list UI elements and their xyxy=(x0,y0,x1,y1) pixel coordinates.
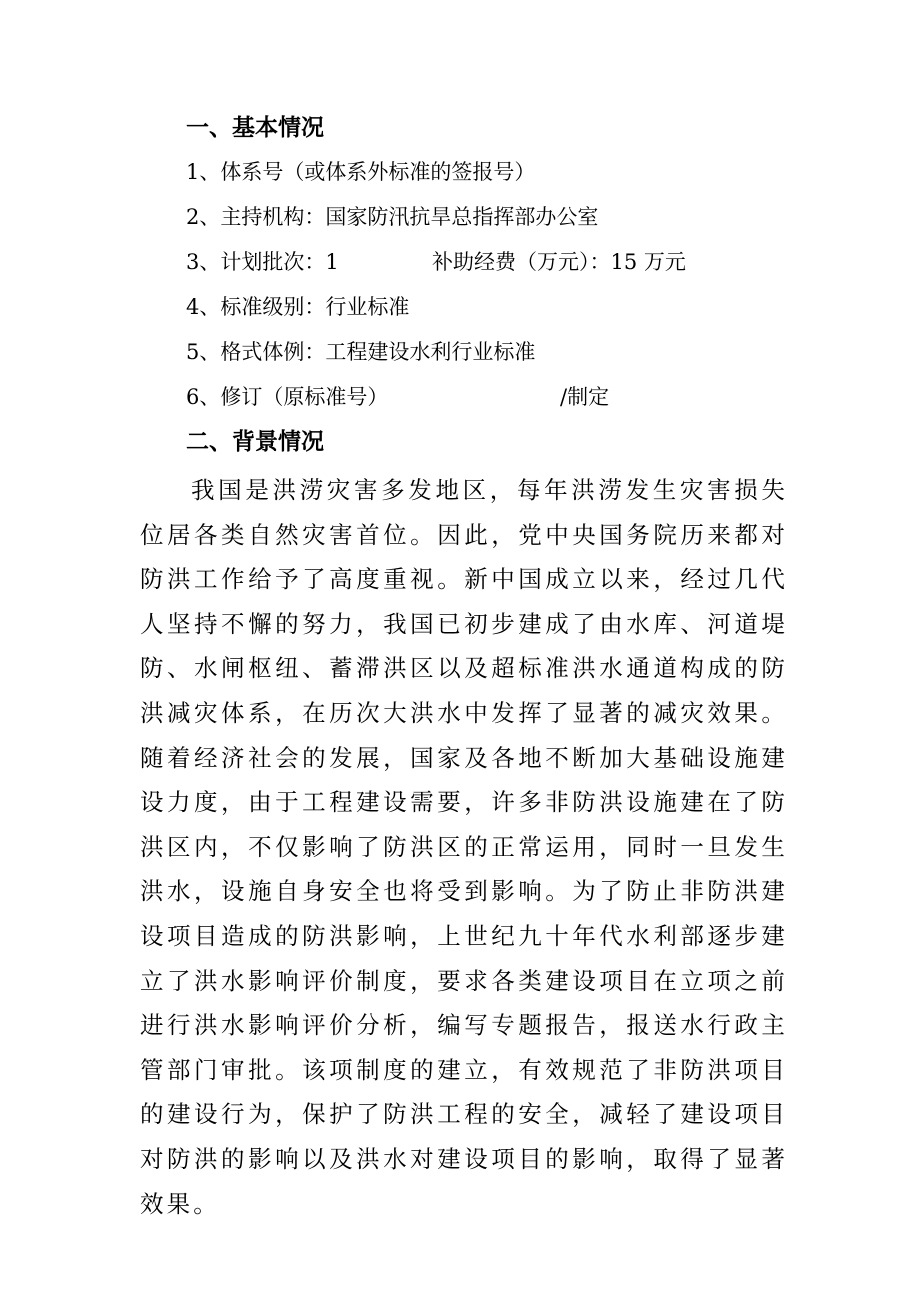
basic-item-plan-batch xyxy=(186,250,686,274)
basic-item-text: 2、主持机构：国家防汛抗旱总指挥部办公室 xyxy=(186,205,599,229)
basic-item-text: 3、计划批次：1 xyxy=(186,250,339,274)
basic-item-revision xyxy=(186,385,610,409)
basic-item-text: 6、修订（原标准号） xyxy=(186,385,389,409)
basic-item-standard-level xyxy=(186,297,409,318)
basic-item-system-number xyxy=(186,162,535,183)
basic-item-host-organization xyxy=(186,207,598,228)
section-heading-basic: 一、基本情况 xyxy=(186,115,324,141)
basic-item-funding: 补助经费（万元）：15 万元 xyxy=(432,250,686,274)
section-heading-background: 二、背景情况 xyxy=(186,429,324,455)
basic-item-text: 1、体系号（或体系外标准的签报号） xyxy=(186,160,536,184)
basic-item-format xyxy=(186,342,535,363)
basic-item-text: 4、标准级别：行业标准 xyxy=(186,295,410,319)
background-paragraph: 我国是洪涝灾害多发地区，每年洪涝发生灾害损失位居各类自然灾害首位。因此，党中央国务院历来都对防洪工作给予了高度重视。新中国成立以来，经过几代人坚持不懈的努力，我国已初步建成了由水库、河道堤防、水闸枢纽、蓄滞洪区以及超标准洪水通道构成的防洪减灾体系，在历次大洪水中发挥了显著的减灾效果。随着经济社会的发展，国家及各地不断加大基础设施建设力度，由于工程建设需要，许多非防洪设施建在了防洪区内，不仅影响了防洪区的正常运用，同时一旦发生洪水，设施自身安全也将受到影响。为了防止非防洪建设项目造成的防洪影响，上世纪九十年代水利部逐步建立了洪水影响评价制度，要求各类建设项目在立项之前进行洪水影响评价分析，编写专题报告，报送水行政主管部门审批。该项制度的建立，有效规范了非防洪项目的建设行为，保护了防洪工程的安全，减轻了建设项目对防洪的影响以及洪水对建设项目的影响，取得了显著效果。 xyxy=(140,476,788,1218)
basic-item-formulation: /制定 xyxy=(560,385,610,409)
basic-item-text: 5、格式体例：工程建设水利行业标准 xyxy=(186,340,536,364)
